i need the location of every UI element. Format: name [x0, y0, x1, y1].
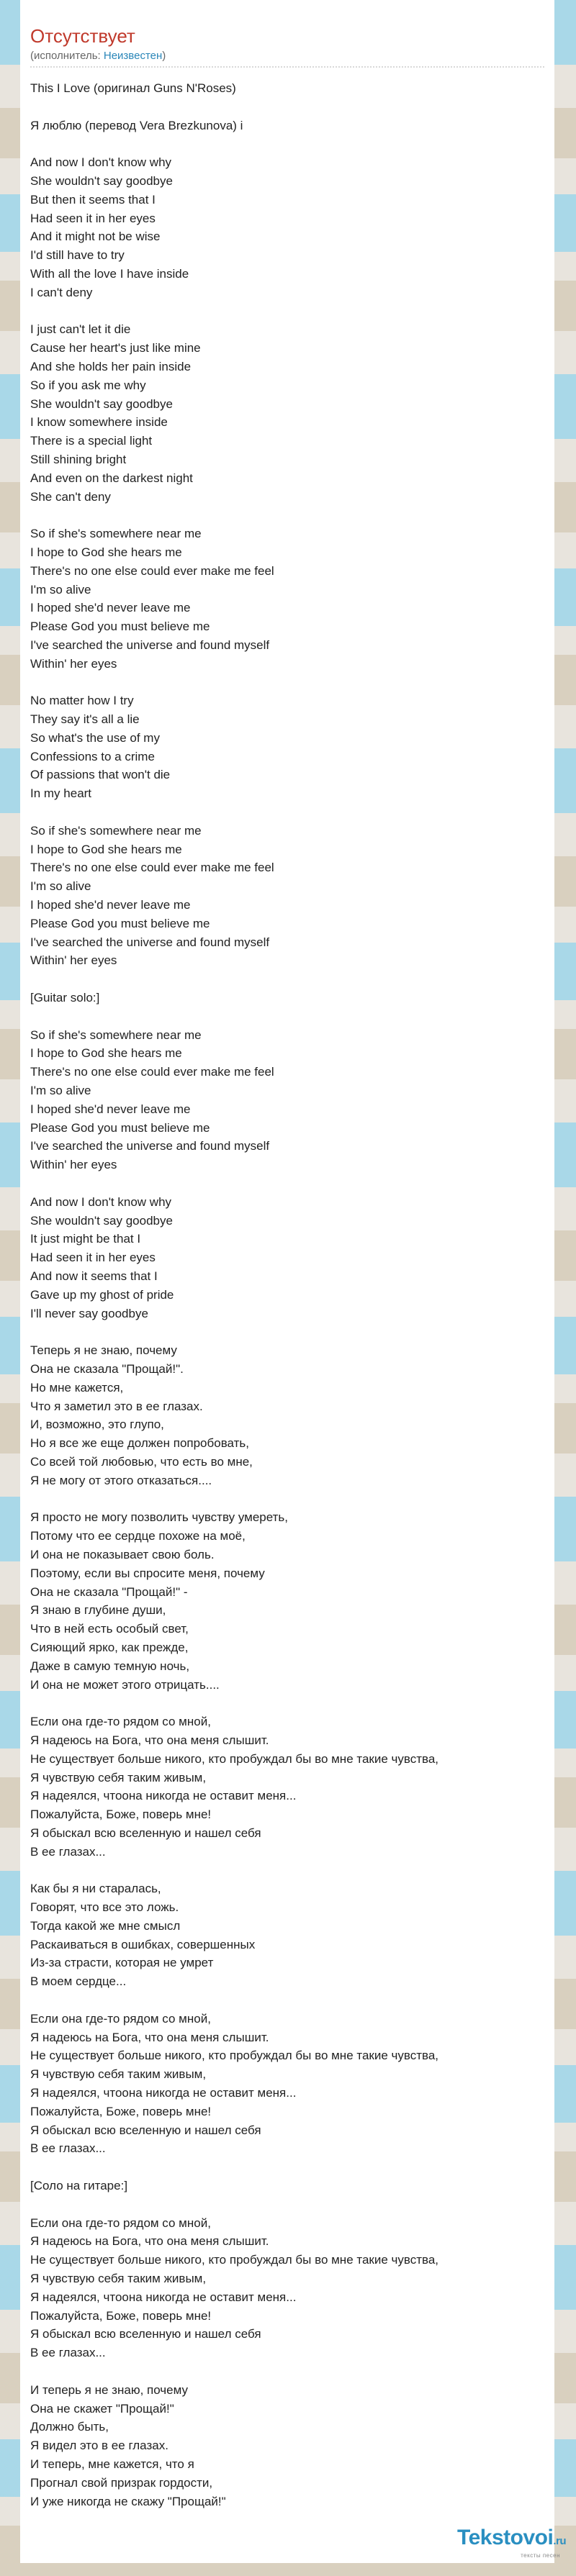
lyric-line: Она не сказала "Прощай!". — [30, 1361, 184, 1376]
lyric-line: Had seen it in her eyes — [30, 1251, 156, 1265]
lyric-line: Должно быть, — [30, 2420, 109, 2434]
lyric-line: Я видел это в ее глазах. — [30, 2439, 168, 2453]
lyric-line: I've searched the universe and found myself — [30, 638, 270, 652]
lyric-line: So if you ask me why — [30, 378, 146, 392]
lyric-line: I just can't let it die — [30, 322, 131, 337]
lyric-line: Что я заметил это в ее глазах. — [30, 1399, 203, 1413]
stanza — [30, 2214, 544, 2362]
lyric-line: Я надеюсь на Бога, что она меня слышит. — [30, 2030, 269, 2044]
lyric-line: Пожалуйста, Боже, поверь мне! — [30, 2104, 212, 2118]
lyric-line: Я чувствую себя таким живым, — [30, 1770, 207, 1784]
lyric-line: Она не сказала "Прощай!" - — [30, 1584, 188, 1599]
lyric-line: Прогнал свой призрак гордости, — [30, 2475, 213, 2490]
lyric-line: Cause her heart's just like mine — [30, 341, 201, 355]
artist-prefix: (исполнитель: — [30, 50, 104, 62]
lyrics-text — [30, 79, 544, 2511]
lyric-line: I've searched the universe and found myself — [30, 1139, 270, 1153]
lyric-line: I hope to God she hears me — [30, 1046, 182, 1061]
lyric-line: Со всей той любовью, что есть во мне, — [30, 1454, 253, 1469]
lyric-line: No matter how I try — [30, 694, 134, 708]
lyric-line: Я надеялся, чтоона никогда не оставит меня... — [30, 1789, 297, 1803]
stanza — [30, 1879, 544, 1991]
lyric-line: Within' her eyes — [30, 1158, 117, 1172]
lyric-line: I know somewhere inside — [30, 415, 168, 430]
lyric-line: Сияющий ярко, как прежде, — [30, 1640, 189, 1654]
stanza — [30, 822, 544, 970]
lyric-line: Я чувствую себя таким живым, — [30, 2067, 207, 2082]
stanza — [30, 117, 544, 135]
lyric-line: Я знаю в глубине души, — [30, 1603, 166, 1618]
lyric-line: Please God you must believe me — [30, 916, 210, 930]
lyric-line: She can't deny — [30, 489, 111, 504]
lyric-line: Поэтому, если вы спросите меня, почему — [30, 1566, 265, 1580]
lyric-line: So if she's somewhere near me — [30, 527, 202, 541]
lyric-line: I hoped she'd never leave me — [30, 601, 191, 615]
lyric-line: И уже никогда не скажу "Прощай!" — [30, 2494, 226, 2508]
lyric-line: В ее глазах... — [30, 2141, 106, 2156]
stanza — [30, 989, 544, 1007]
lyric-line: Но мне кажется, — [30, 1380, 124, 1394]
lyric-line: I hope to God she hears me — [30, 545, 182, 559]
logo-tagline: тексты песен — [521, 2552, 560, 2559]
lyric-line: And even on the darkest night — [30, 471, 193, 485]
lyric-line: Я обыскал всю вселенную и нашел себя — [30, 2327, 261, 2341]
lyric-line: Раскаиваться в ошибках, совершенных — [30, 1937, 256, 1951]
lyric-line: There's no one else could ever make me feel — [30, 1065, 274, 1079]
lyric-line: И теперь, мне кажется, что я — [30, 2457, 194, 2471]
stanza — [30, 2010, 544, 2158]
lyric-line: There's no one else could ever make me feel — [30, 563, 274, 578]
lyric-line: Still shining bright — [30, 452, 127, 466]
lyric-line: I'm so alive — [30, 582, 91, 597]
lyric-line: Тогда какой же мне смысл — [30, 1918, 181, 1933]
lyric-line: But then it seems that I — [30, 192, 156, 207]
lyric-line: This I Love (оригинал Guns N'Roses) — [30, 81, 236, 95]
lyric-line: Я чувствую себя таким живым, — [30, 2272, 207, 2286]
lyric-line: Но я все же еще должен попробовать, — [30, 1436, 249, 1451]
lyric-line: I'm so alive — [30, 879, 91, 894]
stanza — [30, 1193, 544, 1323]
lyric-line: With all the love I have inside — [30, 266, 189, 281]
lyric-line: И теперь я не знаю, почему — [30, 2382, 188, 2397]
lyric-line: Не существует больше никого, кто пробуждал бы во мне такие чувства, — [30, 2049, 439, 2063]
artist-link[interactable]: Неизвестен — [103, 50, 163, 62]
lyric-line: Within' her eyes — [30, 656, 117, 671]
lyric-line: Я обыскал всю вселенную и нашел себя — [30, 1826, 261, 1840]
lyric-line: Please God you must believe me — [30, 1120, 210, 1135]
lyric-line: I can't deny — [30, 285, 93, 299]
lyric-line: И, возможно, это глупо, — [30, 1418, 164, 1432]
lyric-line: Что в ней есть особый свет, — [30, 1622, 189, 1636]
lyric-line: And now I don't know why — [30, 1194, 172, 1209]
stanza — [30, 79, 544, 98]
stanza — [30, 1713, 544, 1861]
lyric-line: There's no one else could ever make me feel — [30, 861, 274, 875]
lyric-line: Of passions that won't die — [30, 768, 171, 782]
logo-tld: .ru — [553, 2535, 566, 2547]
lyric-line: Она не скажет "Прощай!" — [30, 2401, 174, 2416]
lyric-line: Gave up my ghost of pride — [30, 1287, 174, 1302]
lyric-line: [Соло на гитаре:] — [30, 2179, 128, 2193]
site-logo[interactable] — [457, 2526, 566, 2550]
lyric-line: И она не может этого отрицать.... — [30, 1677, 220, 1692]
lyric-line: There is a special light — [30, 434, 153, 448]
lyric-line: [Guitar solo:] — [30, 991, 100, 1005]
song-title: Отсутствует — [30, 25, 135, 47]
lyric-line: В ее глазах... — [30, 2346, 106, 2360]
lyric-line: Confessions to a crime — [30, 749, 155, 763]
lyric-line: Я просто не могу позволить чувству умереть, — [30, 1510, 289, 1525]
lyric-line: So if she's somewhere near me — [30, 823, 202, 838]
lyric-line: Если она где-то рядом со мной, — [30, 1715, 211, 1729]
logo-name: Tekstovoi — [457, 2526, 554, 2549]
lyric-line: В моем сердце... — [30, 1974, 127, 1989]
lyric-line: I hoped she'd never leave me — [30, 1102, 191, 1116]
lyric-line: And she holds her pain inside — [30, 359, 192, 373]
stanza — [30, 1026, 544, 1174]
lyric-line: Потому что ее сердце похоже на моё, — [30, 1529, 246, 1543]
artist-suffix: ) — [162, 50, 166, 62]
stanza — [30, 320, 544, 506]
artist-line — [30, 49, 544, 68]
lyric-line: Please God you must believe me — [30, 620, 210, 634]
lyric-line: They say it's all a lie — [30, 712, 140, 727]
stanza — [30, 1341, 544, 1489]
lyric-line: So if she's somewhere near me — [30, 1028, 202, 1042]
lyrics-page — [20, 0, 554, 2563]
lyric-line: Если она где-то рядом со мной, — [30, 2216, 211, 2230]
lyric-line: Пожалуйста, Боже, поверь мне! — [30, 2308, 212, 2323]
lyric-line: Говорят, что все это ложь. — [30, 1900, 179, 1915]
lyric-line: Не существует больше никого, кто пробуждал бы во мне такие чувства, — [30, 1751, 439, 1766]
lyric-line: I hoped she'd never leave me — [30, 898, 191, 912]
lyric-line: And now it seems that I — [30, 1269, 158, 1283]
lyric-line: Я не могу от этого отказаться.... — [30, 1473, 212, 1487]
lyric-line: В ее глазах... — [30, 1844, 106, 1859]
lyric-line: I'll never say goodbye — [30, 1306, 148, 1320]
stanza — [30, 525, 544, 673]
lyric-line: Даже в самую темную ночь, — [30, 1659, 190, 1673]
lyric-line: I'm so alive — [30, 1084, 91, 1098]
lyric-line: Had seen it in her eyes — [30, 211, 156, 225]
lyric-line: Я надеюсь на Бога, что она меня слышит. — [30, 2234, 269, 2249]
lyric-line: I'd still have to try — [30, 248, 125, 263]
stanza — [30, 2177, 544, 2195]
lyric-line: Я люблю (перевод Vera Brezkunova) i — [30, 118, 243, 132]
lyric-line: Я надеюсь на Бога, что она меня слышит. — [30, 1733, 269, 1747]
stanza — [30, 1508, 544, 1694]
lyric-line: Не существует больше никого, кто пробуждал бы во мне такие чувства, — [30, 2253, 439, 2267]
stanza — [30, 691, 544, 803]
lyric-line: Пожалуйста, Боже, поверь мне! — [30, 1808, 212, 1822]
stanza — [30, 153, 544, 301]
lyric-line: I've searched the universe and found myself — [30, 935, 270, 949]
lyric-line: И она не показывает свою боль. — [30, 1547, 215, 1561]
lyric-line: She wouldn't say goodbye — [30, 396, 173, 411]
lyric-line: And it might not be wise — [30, 230, 161, 244]
lyric-line: So what's the use of my — [30, 730, 160, 745]
lyric-line: She wouldn't say goodbye — [30, 1213, 173, 1228]
lyric-line: Я надеялся, чтоона никогда не оставит меня... — [30, 2086, 297, 2100]
lyric-line: I hope to God she hears me — [30, 842, 182, 856]
lyric-line: Из-за страсти, которая не умрет — [30, 1956, 214, 1970]
lyric-line: Как бы я ни старалась, — [30, 1882, 161, 1896]
lyric-line: Within' her eyes — [30, 953, 117, 968]
lyric-line: In my heart — [30, 786, 92, 801]
lyric-line: It just might be that I — [30, 1232, 141, 1246]
lyric-line: She wouldn't say goodbye — [30, 173, 173, 188]
lyric-line: Я надеялся, чтоона никогда не оставит меня... — [30, 2290, 297, 2304]
lyric-line: Если она где-то рядом со мной, — [30, 2011, 211, 2026]
stanza — [30, 2381, 544, 2511]
lyric-line: Теперь я не знаю, почему — [30, 1343, 177, 1358]
lyric-line: And now I don't know why — [30, 155, 172, 170]
lyric-line: Я обыскал всю вселенную и нашел себя — [30, 2123, 261, 2137]
